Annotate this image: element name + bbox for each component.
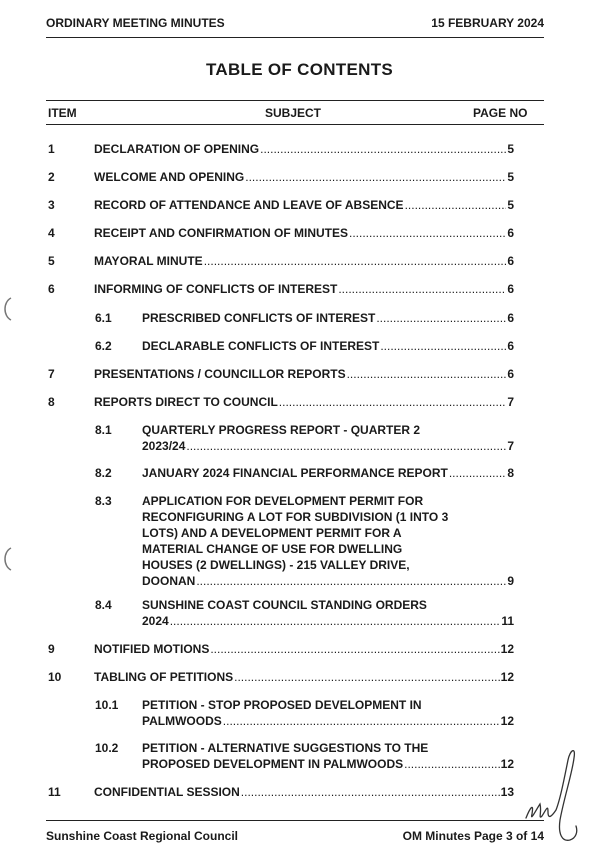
toc-entry-page: 5 [507, 198, 514, 212]
toc-entry-page: 11 [501, 614, 514, 628]
toc-entry-title: QUARTERLY PROGRESS REPORT - QUARTER 2 [142, 423, 421, 437]
dot-leader [380, 338, 506, 354]
toc-entry-page: 7 [507, 395, 514, 409]
toc-entry-title: NOTIFIED MOTIONS [94, 642, 210, 656]
toc-entry-title: RECONFIGURING A LOT FOR SUBDIVISION (1 INTO 3 [142, 510, 449, 524]
toc-entry-page: 5 [507, 142, 514, 156]
toc-entry-page: 7 [507, 439, 514, 453]
toc-entry-page: 12 [500, 714, 514, 728]
toc-entry-page: 6 [507, 282, 514, 296]
dot-leader [223, 713, 500, 729]
toc-entry-number: 8 [48, 395, 55, 409]
toc-entry-number: 6 [48, 282, 55, 296]
toc-entry-number: 5 [48, 254, 55, 268]
toc-entry-title: APPLICATION FOR DEVELOPMENT PERMIT FOR [142, 494, 424, 508]
toc-entry-page: 12 [500, 757, 514, 771]
toc-entry-number: 11 [48, 785, 61, 799]
toc-entry-page: 6 [507, 367, 514, 381]
toc-entry-title: TABLING OF PETITIONS [94, 670, 234, 684]
toc-entry-number: 9 [48, 642, 55, 656]
dot-leader [170, 613, 501, 629]
toc-entry-title: DOONAN [142, 574, 196, 588]
toc-entry-title: SUNSHINE COAST COUNCIL STANDING ORDERS [142, 598, 427, 612]
toc-entry-title: REPORTS DIRECT TO COUNCIL [94, 395, 278, 409]
toc-entry-title: PALMWOODS [142, 714, 222, 728]
punch-hole-mark-icon [0, 546, 14, 572]
toc-entry-number: 1 [48, 142, 55, 156]
toc-entry-title: PRESCRIBED CONFLICTS OF INTEREST [142, 311, 376, 325]
dot-leader [260, 141, 506, 157]
toc-entry-title: DECLARABLE CONFLICTS OF INTEREST [142, 339, 380, 353]
toc-entry-title: CONFIDENTIAL SESSION [94, 785, 240, 799]
toc-entry-page: 13 [500, 785, 514, 799]
footer-page-number: OM Minutes Page 3 of 14 [402, 829, 544, 843]
toc-entry-title: MAYORAL MINUTE [94, 254, 203, 268]
toc-entry-page: 6 [507, 254, 514, 268]
dot-leader [204, 253, 507, 269]
handwritten-initials-signature [520, 740, 586, 850]
dot-leader [210, 641, 499, 657]
toc-entry-page: 9 [507, 574, 514, 588]
toc-entry-number: 10.1 [95, 698, 119, 712]
toc-entry-title: PETITION - ALTERNATIVE SUGGESTIONS TO THE [142, 741, 429, 755]
dot-leader [405, 197, 507, 213]
toc-entry-title: WELCOME AND OPENING [94, 170, 245, 184]
dot-leader [376, 310, 506, 326]
column-header-page: PAGE NO [473, 106, 528, 120]
toc-entry-title: PROPOSED DEVELOPMENT IN PALMWOODS [142, 757, 404, 771]
footer-rule [46, 820, 544, 821]
dot-leader [196, 573, 506, 589]
toc-entry-page: 8 [507, 466, 514, 480]
toc-entry-title: 2023/24 [142, 439, 186, 453]
toc-entry-title: 2024 [142, 614, 169, 628]
toc-entry-page: 12 [500, 670, 514, 684]
toc-entry-title: DECLARATION OF OPENING [94, 142, 260, 156]
toc-entry-number: 6.1 [95, 311, 112, 325]
dot-leader [404, 756, 500, 772]
dot-leader [241, 784, 500, 800]
toc-entry-number: 7 [48, 367, 55, 381]
toc-entry-page: 6 [507, 311, 514, 325]
toc-entry-number: 3 [48, 198, 55, 212]
toc-entry-number: 10 [48, 670, 62, 684]
dot-leader [245, 169, 506, 185]
toc-entry-title: PRESENTATIONS / COUNCILLOR REPORTS [94, 367, 346, 381]
toc-entry-number: 8.1 [95, 423, 112, 437]
dot-leader [186, 438, 506, 454]
dot-leader [279, 394, 507, 410]
toc-entry-title: PETITION - STOP PROPOSED DEVELOPMENT IN [142, 698, 422, 712]
toc-entry-number: 8.3 [95, 494, 112, 508]
toc-entry-title: MATERIAL CHANGE OF USE FOR DWELLING [142, 542, 403, 556]
header-date: 15 FEBRUARY 2024 [431, 16, 544, 30]
dot-leader [449, 465, 506, 481]
dot-leader [234, 669, 500, 685]
toc-entry-title: INFORMING OF CONFLICTS OF INTEREST [94, 282, 338, 296]
toc-entry-number: 2 [48, 170, 55, 184]
toc-entry-title: LOTS) AND A DEVELOPMENT PERMIT FOR A [142, 526, 402, 540]
dot-leader [338, 281, 506, 297]
toc-entry-page: 6 [507, 339, 514, 353]
column-header-item: ITEM [48, 106, 77, 120]
toc-entry-number: 6.2 [95, 339, 112, 353]
toc-entry-number: 4 [48, 226, 55, 240]
toc-entry-number: 10.2 [95, 741, 119, 755]
footer-organisation: Sunshine Coast Regional Council [46, 829, 239, 843]
toc-entry-title: JANUARY 2024 FINANCIAL PERFORMANCE REPORT [142, 466, 448, 480]
toc-entry-title: RECORD OF ATTENDANCE AND LEAVE OF ABSENCE [94, 198, 404, 212]
toc-entry-title: RECEIPT AND CONFIRMATION OF MINUTES [94, 226, 348, 240]
dot-leader [349, 225, 506, 241]
column-header-subject: SUBJECT [265, 106, 322, 120]
toc-entry-page: 6 [507, 226, 514, 240]
toc-entry-page: 12 [500, 642, 514, 656]
punch-hole-mark-icon [0, 296, 14, 322]
toc-entry-page: 5 [507, 170, 514, 184]
dot-leader [347, 366, 507, 382]
toc-entry-number: 8.2 [95, 466, 112, 480]
toc-entry-number: 8.4 [95, 598, 112, 612]
header-title: ORDINARY MEETING MINUTES [46, 16, 225, 30]
toc-entry-title: HOUSES (2 DWELLINGS) - 215 VALLEY DRIVE, [142, 558, 410, 572]
page-title: TABLE OF CONTENTS [205, 60, 394, 79]
